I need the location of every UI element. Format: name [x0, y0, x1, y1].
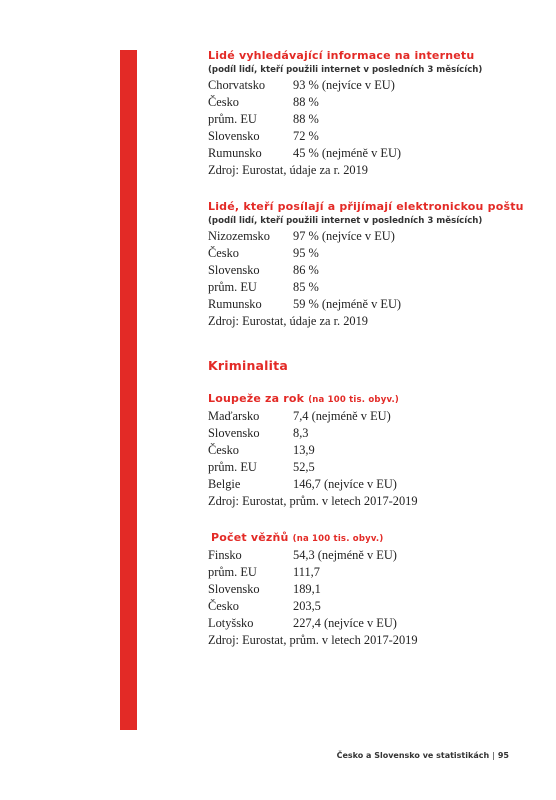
section-internet-search [208, 48, 538, 179]
table-row [208, 564, 397, 581]
value-cell: 189,1 [293, 582, 321, 596]
country-cell: Česko [208, 95, 239, 109]
value-cell: 203,5 [293, 599, 321, 613]
table-row [208, 128, 401, 145]
section-title [208, 391, 538, 408]
section-robberies [208, 391, 538, 510]
country-cell: Chorvatsko [208, 78, 266, 92]
source-note: Zdroj: Eurostat, prům. v letech 2017-2019 [208, 633, 418, 647]
source-note: Zdroj: Eurostat, prům. v letech 2017-2019 [208, 494, 418, 508]
country-cell: Finsko [208, 548, 242, 562]
table-row [208, 279, 401, 296]
footer-separator: | [492, 751, 495, 760]
table-row [208, 262, 401, 279]
table-row [208, 296, 401, 313]
table-row [208, 598, 397, 615]
country-cell: Slovensko [208, 426, 260, 440]
value-cell: 85 % [293, 280, 319, 294]
country-cell: Slovensko [208, 263, 260, 277]
country-cell: Maďarsko [208, 409, 260, 423]
table-row [208, 94, 401, 111]
table-row [208, 442, 397, 459]
source-note: Zdroj: Eurostat, údaje za r. 2019 [208, 163, 369, 177]
data-table [208, 408, 397, 493]
section-title [211, 530, 538, 547]
section-subtitle: (podíl lidí, kteří použili internet v posledních 3 měsících) [208, 65, 483, 75]
section-prisoners [208, 530, 538, 649]
country-cell: Lotyšsko [208, 616, 254, 630]
country-cell: Rumunsko [208, 297, 262, 311]
value-cell: 93 % (nejvíce v EU) [293, 78, 395, 92]
table-row [208, 408, 397, 425]
data-table [208, 547, 397, 632]
data-table [208, 228, 401, 313]
value-cell: 88 % [293, 112, 319, 126]
table-row [208, 476, 397, 493]
table-row [208, 581, 397, 598]
section-unit: (na 100 tis. obyv.) [308, 395, 400, 405]
table-row [208, 228, 401, 245]
page-footer [337, 751, 509, 760]
country-cell: Nizozemsko [208, 229, 270, 243]
country-cell: prům. EU [208, 565, 257, 579]
section-title: Lidé vyhledávající informace na internetu [208, 49, 475, 62]
table-row [208, 459, 397, 476]
value-cell: 52,5 [293, 460, 315, 474]
source-note: Zdroj: Eurostat, údaje za r. 2019 [208, 314, 369, 328]
red-margin-bar [120, 50, 137, 730]
page-content [208, 48, 538, 669]
value-cell: 72 % [293, 129, 319, 143]
country-cell: Belgie [208, 477, 241, 491]
country-cell: Slovensko [208, 129, 260, 143]
section-unit: (na 100 tis. obyv.) [292, 534, 384, 544]
value-cell: 59 % (nejméně v EU) [293, 297, 402, 311]
crime-section-title: Kriminalita [208, 358, 288, 373]
country-cell: prům. EU [208, 280, 257, 294]
value-cell: 146,7 (nejvíce v EU) [293, 477, 397, 491]
country-cell: Česko [208, 246, 239, 260]
table-row [208, 111, 401, 128]
value-cell: 8,3 [293, 426, 309, 440]
value-cell: 7,4 (nejméně v EU) [293, 409, 391, 423]
table-row [208, 547, 397, 564]
section-title: Lidé, kteří posílají a přijímají elektronickou poštu [208, 200, 524, 213]
section-title-text: Počet vězňů [211, 531, 289, 544]
country-cell: Rumunsko [208, 146, 262, 160]
country-cell: prům. EU [208, 460, 257, 474]
table-row [208, 145, 401, 162]
country-cell: Česko [208, 599, 239, 613]
value-cell: 227,4 (nejvíce v EU) [293, 616, 397, 630]
value-cell: 13,9 [293, 443, 315, 457]
value-cell: 111,7 [293, 565, 320, 579]
table-row [208, 77, 401, 94]
table-row [208, 615, 397, 632]
table-row [208, 425, 397, 442]
value-cell: 54,3 (nejméně v EU) [293, 548, 397, 562]
country-cell: prům. EU [208, 112, 257, 126]
book-title: Česko a Slovensko ve statistikách [336, 751, 490, 760]
value-cell: 86 % [293, 263, 319, 277]
value-cell: 45 % (nejméně v EU) [293, 146, 402, 160]
value-cell: 97 % (nejvíce v EU) [293, 229, 395, 243]
value-cell: 95 % [293, 246, 319, 260]
section-subtitle: (podíl lidí, kteří použili internet v posledních 3 měsících) [208, 216, 483, 226]
page-number: 95 [497, 751, 509, 760]
section-email [208, 199, 538, 330]
value-cell: 88 % [293, 95, 319, 109]
table-row [208, 245, 401, 262]
country-cell: Slovensko [208, 582, 260, 596]
data-table [208, 77, 401, 162]
country-cell: Česko [208, 443, 239, 457]
section-title-text: Loupeže za rok [208, 392, 305, 405]
